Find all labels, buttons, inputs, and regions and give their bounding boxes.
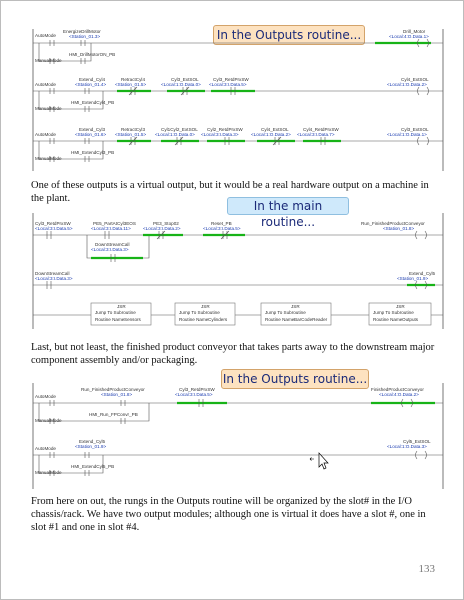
svg-text:<Station_01.4>: <Station_01.4> [75, 82, 107, 87]
coil-cyl5-extsol [387, 439, 431, 459]
svg-text:Jump To Subroutine: Jump To Subroutine [373, 310, 414, 315]
svg-text:HMI_Run_FPConvr_PB: HMI_Run_FPConvr_PB [89, 412, 138, 417]
svg-text:ManualMode: ManualMode [35, 106, 62, 111]
svg-text:Routine Name: Routine Name [265, 317, 295, 322]
svg-text:Cyl5_ExtSOL: Cyl5_ExtSOL [403, 439, 431, 444]
contact-downstream-call-branch [91, 242, 143, 262]
svg-text:Extend_Cyl3: Extend_Cyl3 [79, 127, 106, 132]
svg-text:AutoMode: AutoMode [35, 33, 56, 38]
svg-text:<Local:1:O.Data.3>: <Local:1:O.Data.3> [387, 444, 427, 449]
svg-text:HMI_DrillMotorON_PB: HMI_DrillMotorON_PB [69, 52, 116, 57]
page-number: 133 [418, 563, 435, 575]
rung-cyl3-extend [33, 127, 443, 162]
svg-text:JSR: JSR [291, 304, 300, 309]
contact-cyl3-retd-prx-sw [209, 77, 255, 95]
callout-text: In the main routine... [253, 199, 323, 229]
contact-cyl4-extsol [251, 127, 295, 145]
contact-hmi-extend-cyl4-pb [71, 100, 114, 112]
svg-text:Outputs: Outputs [402, 317, 419, 322]
contact-hmi-drill-motor-on-pb [69, 52, 115, 64]
contact-reset-pb [203, 221, 245, 239]
svg-text:FinishedProductConveyor: FinishedProductConveyor [371, 387, 424, 392]
svg-text:DownStreamCall: DownStreamCall [95, 242, 130, 247]
contact-manualmode-5 [35, 470, 62, 476]
svg-text:<Station_01.5>: <Station_01.5> [115, 82, 147, 87]
svg-text:ManualMode: ManualMode [35, 418, 62, 423]
contact-automode-2 [35, 82, 56, 94]
svg-text:Run_FinishedProductConveyor: Run_FinishedProductConveyor [361, 221, 425, 226]
contact-manualmode-4 [35, 418, 62, 424]
svg-text:<Local:3:I.Data.7>: <Local:3:I.Data.7> [297, 132, 335, 137]
svg-text:<Local:3:I.Data.5>: <Local:3:I.Data.5> [175, 392, 213, 397]
jsr-box-outputs [369, 303, 431, 325]
contact-energize-drill-motor [63, 29, 101, 46]
contact-cyl1cyl2-extsol [155, 127, 199, 145]
mouse-cursor-icon [310, 453, 328, 469]
svg-text:JSR: JSR [201, 304, 210, 309]
contact-manualmode-3 [35, 156, 62, 162]
svg-text:Drill_Motor: Drill_Motor [403, 29, 426, 34]
svg-text:PE3_Stop02: PE3_Stop02 [153, 221, 179, 226]
svg-text:Cyl3_RetdPrxSW: Cyl3_RetdPrxSW [179, 387, 215, 392]
ladder-diagram-main [31, 213, 446, 333]
svg-text:Jump To Subroutine: Jump To Subroutine [265, 310, 306, 315]
svg-text:ManualMode: ManualMode [35, 156, 62, 161]
contact-automode-4 [35, 394, 56, 406]
coil-run-finished-product-conveyor [361, 221, 427, 239]
svg-text:Extend_Cyl4: Extend_Cyl4 [79, 77, 106, 82]
svg-text:<Local:3:I.Data.3>: <Local:3:I.Data.3> [35, 276, 73, 281]
svg-text:<Station_01.6>: <Station_01.6> [75, 132, 107, 137]
svg-text:AutoMode: AutoMode [35, 446, 56, 451]
contact-retract-cyl4 [115, 77, 151, 95]
svg-text:<Local:3:I.Data.3>: <Local:3:I.Data.3> [201, 132, 239, 137]
svg-text:Cyl4_RetdPrxSW: Cyl4_RetdPrxSW [303, 127, 339, 132]
contact-cyl3-retd-prx-sw-main [35, 221, 73, 239]
svg-text:Cyl3_RetdPrxSW: Cyl3_RetdPrxSW [213, 77, 249, 82]
svg-text:RetractCyl3: RetractCyl3 [121, 127, 145, 132]
svg-text:Sensors: Sensors [124, 317, 141, 322]
ladder-diagram-outputs-1 [31, 29, 446, 171]
svg-text:<Local:1:O.Data.2>: <Local:1:O.Data.2> [387, 82, 427, 87]
jsr-box-barcode-reader [261, 303, 331, 325]
svg-text:HMI_ExtendCyl4_PB: HMI_ExtendCyl4_PB [71, 100, 115, 105]
svg-text:Cyl3_ExtSOL: Cyl3_ExtSOL [171, 77, 199, 82]
svg-text:<Local:1:O.Data.0>: <Local:1:O.Data.0> [161, 82, 201, 87]
svg-text:<Local:4:O.Data.2>: <Local:4:O.Data.2> [379, 392, 419, 397]
paragraph-finished-product-conveyor: Last, but not least, the finished product conveyor that takes parts away to the downstream major component assembly and/or packaging. [31, 342, 435, 366]
svg-text:DownStreamCall: DownStreamCall [35, 271, 70, 276]
svg-text:Cyl4_ExtSOL: Cyl4_ExtSOL [401, 77, 429, 82]
rung-cyl5-extsol [33, 439, 443, 476]
svg-text:ManualMode: ManualMode [35, 470, 62, 475]
svg-text:<Local:3:I.Data.5>: <Local:3:I.Data.5> [35, 226, 73, 231]
callout-text: In the Outputs routine... [216, 28, 362, 42]
contact-manualmode-2 [35, 106, 62, 112]
contact-automode-5 [35, 446, 56, 458]
svg-text:EnergizeDrillMotor: EnergizeDrillMotor [63, 29, 101, 34]
svg-text:<Local:3:I.Data.11>: <Local:3:I.Data.11> [91, 226, 131, 231]
svg-text:Routine Name: Routine Name [179, 317, 209, 322]
coil-drill-motor [375, 29, 431, 47]
svg-text:<Station_01.8>: <Station_01.8> [101, 392, 133, 397]
svg-text:<Local:3:I.Data.5>: <Local:3:I.Data.5> [203, 226, 241, 231]
svg-text:<Local:3:I.Data.3>: <Local:3:I.Data.3> [91, 247, 129, 252]
paragraph-virtual-output: One of these outputs is a virtual output, but it would be a real hardware output on a machine in the plant. [31, 180, 429, 204]
jsr-box-sensors [91, 303, 151, 325]
svg-text:Cyl2_RetdPrxSW: Cyl2_RetdPrxSW [207, 127, 243, 132]
svg-text:<Station_01.8>: <Station_01.8> [383, 226, 415, 231]
svg-text:<Local:3:I.Data.2>: <Local:3:I.Data.2> [143, 226, 181, 231]
svg-text:Cylinders: Cylinders [208, 317, 228, 322]
svg-text:Routine Name: Routine Name [373, 317, 403, 322]
svg-text:<Local:1:O.Data.0>: <Local:1:O.Data.0> [155, 132, 195, 137]
svg-text:HMI_ExtendCyl5_PB: HMI_ExtendCyl5_PB [71, 464, 115, 469]
contact-hmi-extend-cyl5-pb [71, 464, 114, 476]
contact-cyl2-retd-prx-sw [201, 127, 245, 145]
coil-cyl4-extsol [387, 77, 429, 95]
rung-finished-product-conveyor [33, 387, 443, 424]
contact-pe5-part-at-cyl3-eos [91, 221, 136, 239]
rung-drill-motor [33, 29, 443, 64]
svg-text:<Station_01.5>: <Station_01.5> [115, 132, 147, 137]
svg-text:PE5_PartAtCyl3EOS: PE5_PartAtCyl3EOS [93, 221, 136, 226]
jsr-box-cylinders [175, 303, 235, 325]
contact-automode-3 [35, 132, 56, 144]
contact-cyl3-retd-prx-sw-2 [175, 387, 227, 407]
svg-text:BarCodeReader: BarCodeReader [294, 317, 328, 322]
coil-extend-cyl5 [397, 271, 435, 289]
svg-text:<Station_01.9>: <Station_01.9> [75, 444, 107, 449]
svg-text:Run_FinishedProductConveyor: Run_FinishedProductConveyor [81, 387, 145, 392]
svg-text:ManualMode: ManualMode [35, 58, 62, 63]
svg-text:Routine Name: Routine Name [95, 317, 125, 322]
svg-text:Cyl1Cyl2_ExtSOL: Cyl1Cyl2_ExtSOL [161, 127, 198, 132]
paragraph-slot-organization: From here on out, the rungs in the Outputs routine will be organized by the slot# in the I/O chassis/rack. We have two output modules; although one is virtual it does have a slot #, one in slot #1 and one in slot #4. [31, 496, 426, 533]
svg-text:Cyl4_ExtSOL: Cyl4_ExtSOL [261, 127, 289, 132]
svg-text:HMI_ExtendCyl3_PB: HMI_ExtendCyl3_PB [71, 150, 115, 155]
rung-run-finished-product-conveyor [33, 221, 443, 262]
contact-automode [35, 33, 56, 46]
contact-hmi-run-fpconvr-pb [89, 412, 138, 424]
svg-text:Cyl3_RetdPrxSW: Cyl3_RetdPrxSW [35, 221, 71, 226]
rung-jsr-calls [33, 303, 443, 325]
contact-cyl3-extsol [161, 77, 205, 95]
svg-text:Jump To Subroutine: Jump To Subroutine [95, 310, 136, 315]
svg-text:AutoMode: AutoMode [35, 132, 56, 137]
svg-text:Extend_Cyl5: Extend_Cyl5 [79, 439, 106, 444]
contact-cyl4-retd-prx-sw [297, 127, 341, 145]
contact-extend-cyl4 [75, 77, 106, 94]
coil-finished-product-conveyor [371, 387, 435, 407]
svg-text:<Local:1:O.Data.2>: <Local:1:O.Data.2> [251, 132, 291, 137]
contact-hmi-extend-cyl3-pb [71, 150, 114, 162]
svg-text:<Local:4:O.Data.1>: <Local:4:O.Data.1> [389, 34, 429, 39]
svg-text:Reset_PB: Reset_PB [211, 221, 232, 226]
ladder-diagram-outputs-2 [31, 383, 446, 491]
rung-extend-cyl5 [33, 271, 443, 289]
svg-text:Cyl3_ExtSOL: Cyl3_ExtSOL [401, 127, 429, 132]
svg-text:RetractCyl4: RetractCyl4 [121, 77, 145, 82]
contact-extend-cyl3 [75, 127, 106, 144]
coil-cyl3-extsol [387, 127, 429, 145]
svg-text:Extend_Cyl5: Extend_Cyl5 [409, 271, 436, 276]
contact-manualmode [35, 58, 62, 64]
svg-text:AutoMode: AutoMode [35, 394, 56, 399]
svg-text:<Station_01.9>: <Station_01.9> [397, 276, 429, 281]
svg-text:<Station_01.3>: <Station_01.3> [69, 34, 101, 39]
contact-retract-cyl3 [115, 127, 151, 145]
svg-text:Jump To Subroutine: Jump To Subroutine [179, 310, 220, 315]
svg-text:<Local:3:I.Data.5>: <Local:3:I.Data.5> [209, 82, 247, 87]
rung-cyl4-extend [33, 77, 443, 112]
callout-text: In the Outputs routine... [222, 372, 368, 386]
svg-text:AutoMode: AutoMode [35, 82, 56, 87]
svg-text:JSR: JSR [117, 304, 126, 309]
svg-text:JSR: JSR [396, 304, 405, 309]
svg-text:<Local:1:O.Data.1>: <Local:1:O.Data.1> [387, 132, 427, 137]
contact-downstream-call [35, 271, 73, 289]
